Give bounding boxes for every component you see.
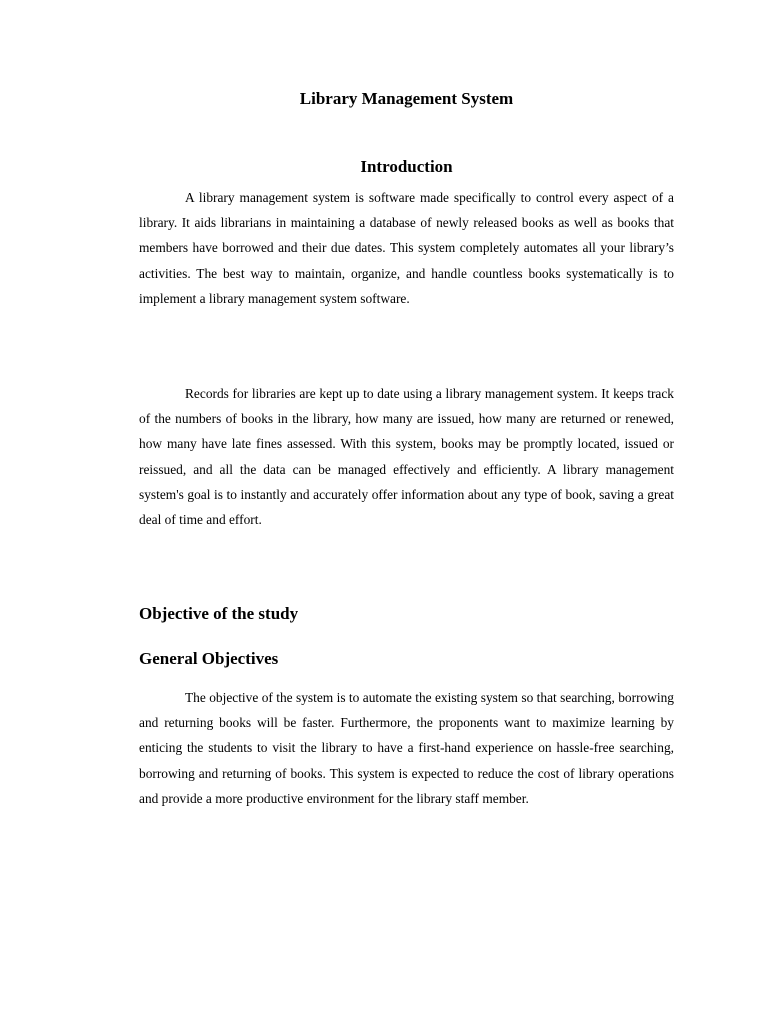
general-objectives-heading: General Objectives — [139, 649, 279, 668]
introduction-paragraph-1: A library management system is software made specifically to control every aspect of a library. It aids librarians in maintaining a database of newly released books as well as books that members have borrowed and their due dates. This system completely automates all your library’s activities. The best way to maintain, organize, and handle countless books systematically is to implement a library management system software. — [139, 190, 674, 306]
objective-heading: Objective of the study — [139, 604, 299, 623]
introduction-paragraph-2: Records for libraries are kept up to date using a library management system. It keeps track of the numbers of books in the library, how many are issued, how many are returned or renewed, how many have late fines assessed. With this system, books may be promptly located, issued or reissued, and all the data can be managed effectively and efficiently. A library management system's goal is to instantly and accurately offer information about any type of book, saving a great deal of time and effort. — [139, 386, 674, 528]
document-title: Library Management System — [299, 89, 514, 108]
introduction-heading: Introduction — [360, 157, 453, 176]
general-objectives-paragraph: The objective of the system is to automate the existing system so that searching, borrowing and returning books will be faster. Furthermore, the proponents want to maximize learning by enticing the students to visit the library to have a first-hand experience on hassle-free searching, borrowing and returning of books. This system is expected to reduce the cost of library operations and provide a more productive environment for the library staff member. — [139, 690, 674, 806]
